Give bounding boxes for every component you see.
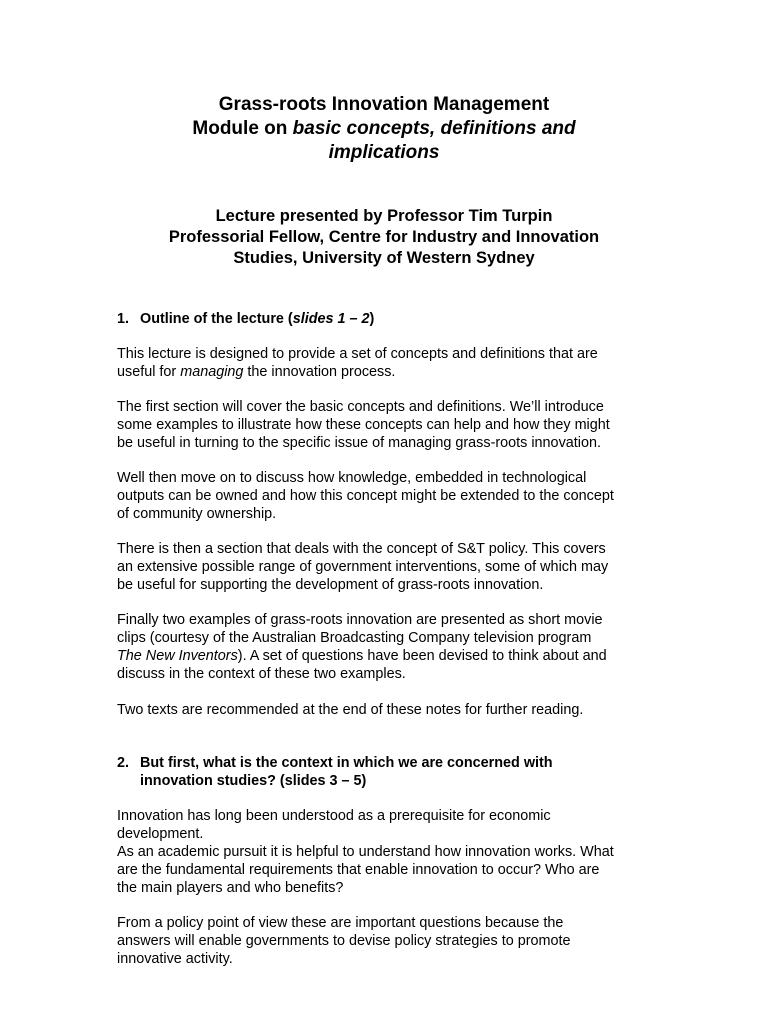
section-2-heading-text: But first, what is the context in which we are concerned with [140,755,553,771]
paragraph-line: development. [117,826,204,842]
paragraph-text: ). A set of questions have been devised to think about and [237,648,607,664]
section-1-paragraph-3 [117,469,662,523]
paragraph-line: of community ownership. [117,506,277,522]
paragraph-line: Well then move on to discuss how knowledge, embedded in technological [117,470,587,486]
section-1-heading-prefix: Outline of the lecture ( [140,311,293,327]
paragraph-line: From a policy point of view these are important questions because the [117,915,564,931]
section-1-paragraph-4 [117,540,662,594]
paragraph-text: useful for [117,364,181,380]
title-line-2-italic: basic concepts, definitions and [292,118,576,139]
paragraph-line: be useful in turning to the specific issue of managing grass-roots innovation. [117,435,601,451]
paragraph-line: clips (courtesy of the Australian Broadcasting Company television program [117,630,592,646]
paragraph-line: the main players and who benefits? [117,880,344,896]
title-line-2-prefix: Module on [192,118,293,139]
paragraph-line: Two texts are recommended at the end of these notes for further reading. [117,702,584,718]
paragraph-line: Innovation has long been understood as a prerequisite for economic [117,808,551,824]
section-1-paragraph-6 [117,701,662,719]
section-2-paragraph-2 [117,914,662,968]
paragraph-line [117,363,662,381]
paragraph-line: innovative activity. [117,951,233,967]
paragraph-italic: managing [180,364,244,380]
paragraph-line: an extensive possible range of government interventions, some of which may [117,559,609,575]
title-line-1: Grass-roots Innovation Management [218,94,550,115]
title-line-2 [100,117,668,141]
section-2-heading [117,754,662,790]
paragraph-line: This lecture is designed to provide a set of concepts and definitions that are [117,346,598,362]
section-1-paragraph-2 [117,398,662,452]
paragraph-line: be useful for supporting the development of grass-roots innovation. [117,577,544,593]
paragraph-line: answers will enable governments to devise policy strategies to promote [117,933,571,949]
title-line-3: implications [328,142,440,163]
lecturer-line-2: Professorial Fellow, Centre for Industry and Innovation [168,228,600,246]
section-1-paragraph-5 [117,611,662,683]
paragraph-line: are the fundamental requirements that enable innovation to occur? Who are [117,862,600,878]
paragraph-line [117,647,662,665]
paragraph-line: some examples to illustrate how these concepts can help and how they might [117,417,610,433]
paragraph-line: Finally two examples of grass-roots innovation are presented as short movie [117,612,603,628]
program-title: The New Inventors [117,648,238,664]
section-2-paragraph-1 [117,807,662,897]
document-title [100,93,668,165]
section-1-number: 1. [117,311,130,327]
lecturer-info [100,206,668,269]
paragraph-text: the innovation process. [243,364,396,380]
section-1-heading [117,310,662,328]
paragraph-line: outputs can be owned and how this concept might be extended to the concept [117,488,614,504]
section-1-heading-suffix: ) [369,311,375,327]
paragraph-line: There is then a section that deals with the concept of S&T policy. This covers [117,541,606,557]
section-2-number: 2. [117,755,130,771]
paragraph-line: As an academic pursuit it is helpful to understand how innovation works. What [117,844,614,860]
section-1-paragraph-1 [117,345,662,381]
section-1-heading-italic: slides 1 – 2 [292,311,370,327]
paragraph-line: The first section will cover the basic concepts and definitions. We’ll introduce [117,399,604,415]
paragraph-line: discuss in the context of these two examples. [117,666,406,682]
lecturer-line-3: Studies, University of Western Sydney [233,249,535,267]
lecturer-line-1: Lecture presented by Professor Tim Turpin [215,207,553,225]
section-2-heading-line-1 [117,754,662,772]
section-2-heading-line-2: innovation studies? (slides 3 – 5) [140,773,367,789]
